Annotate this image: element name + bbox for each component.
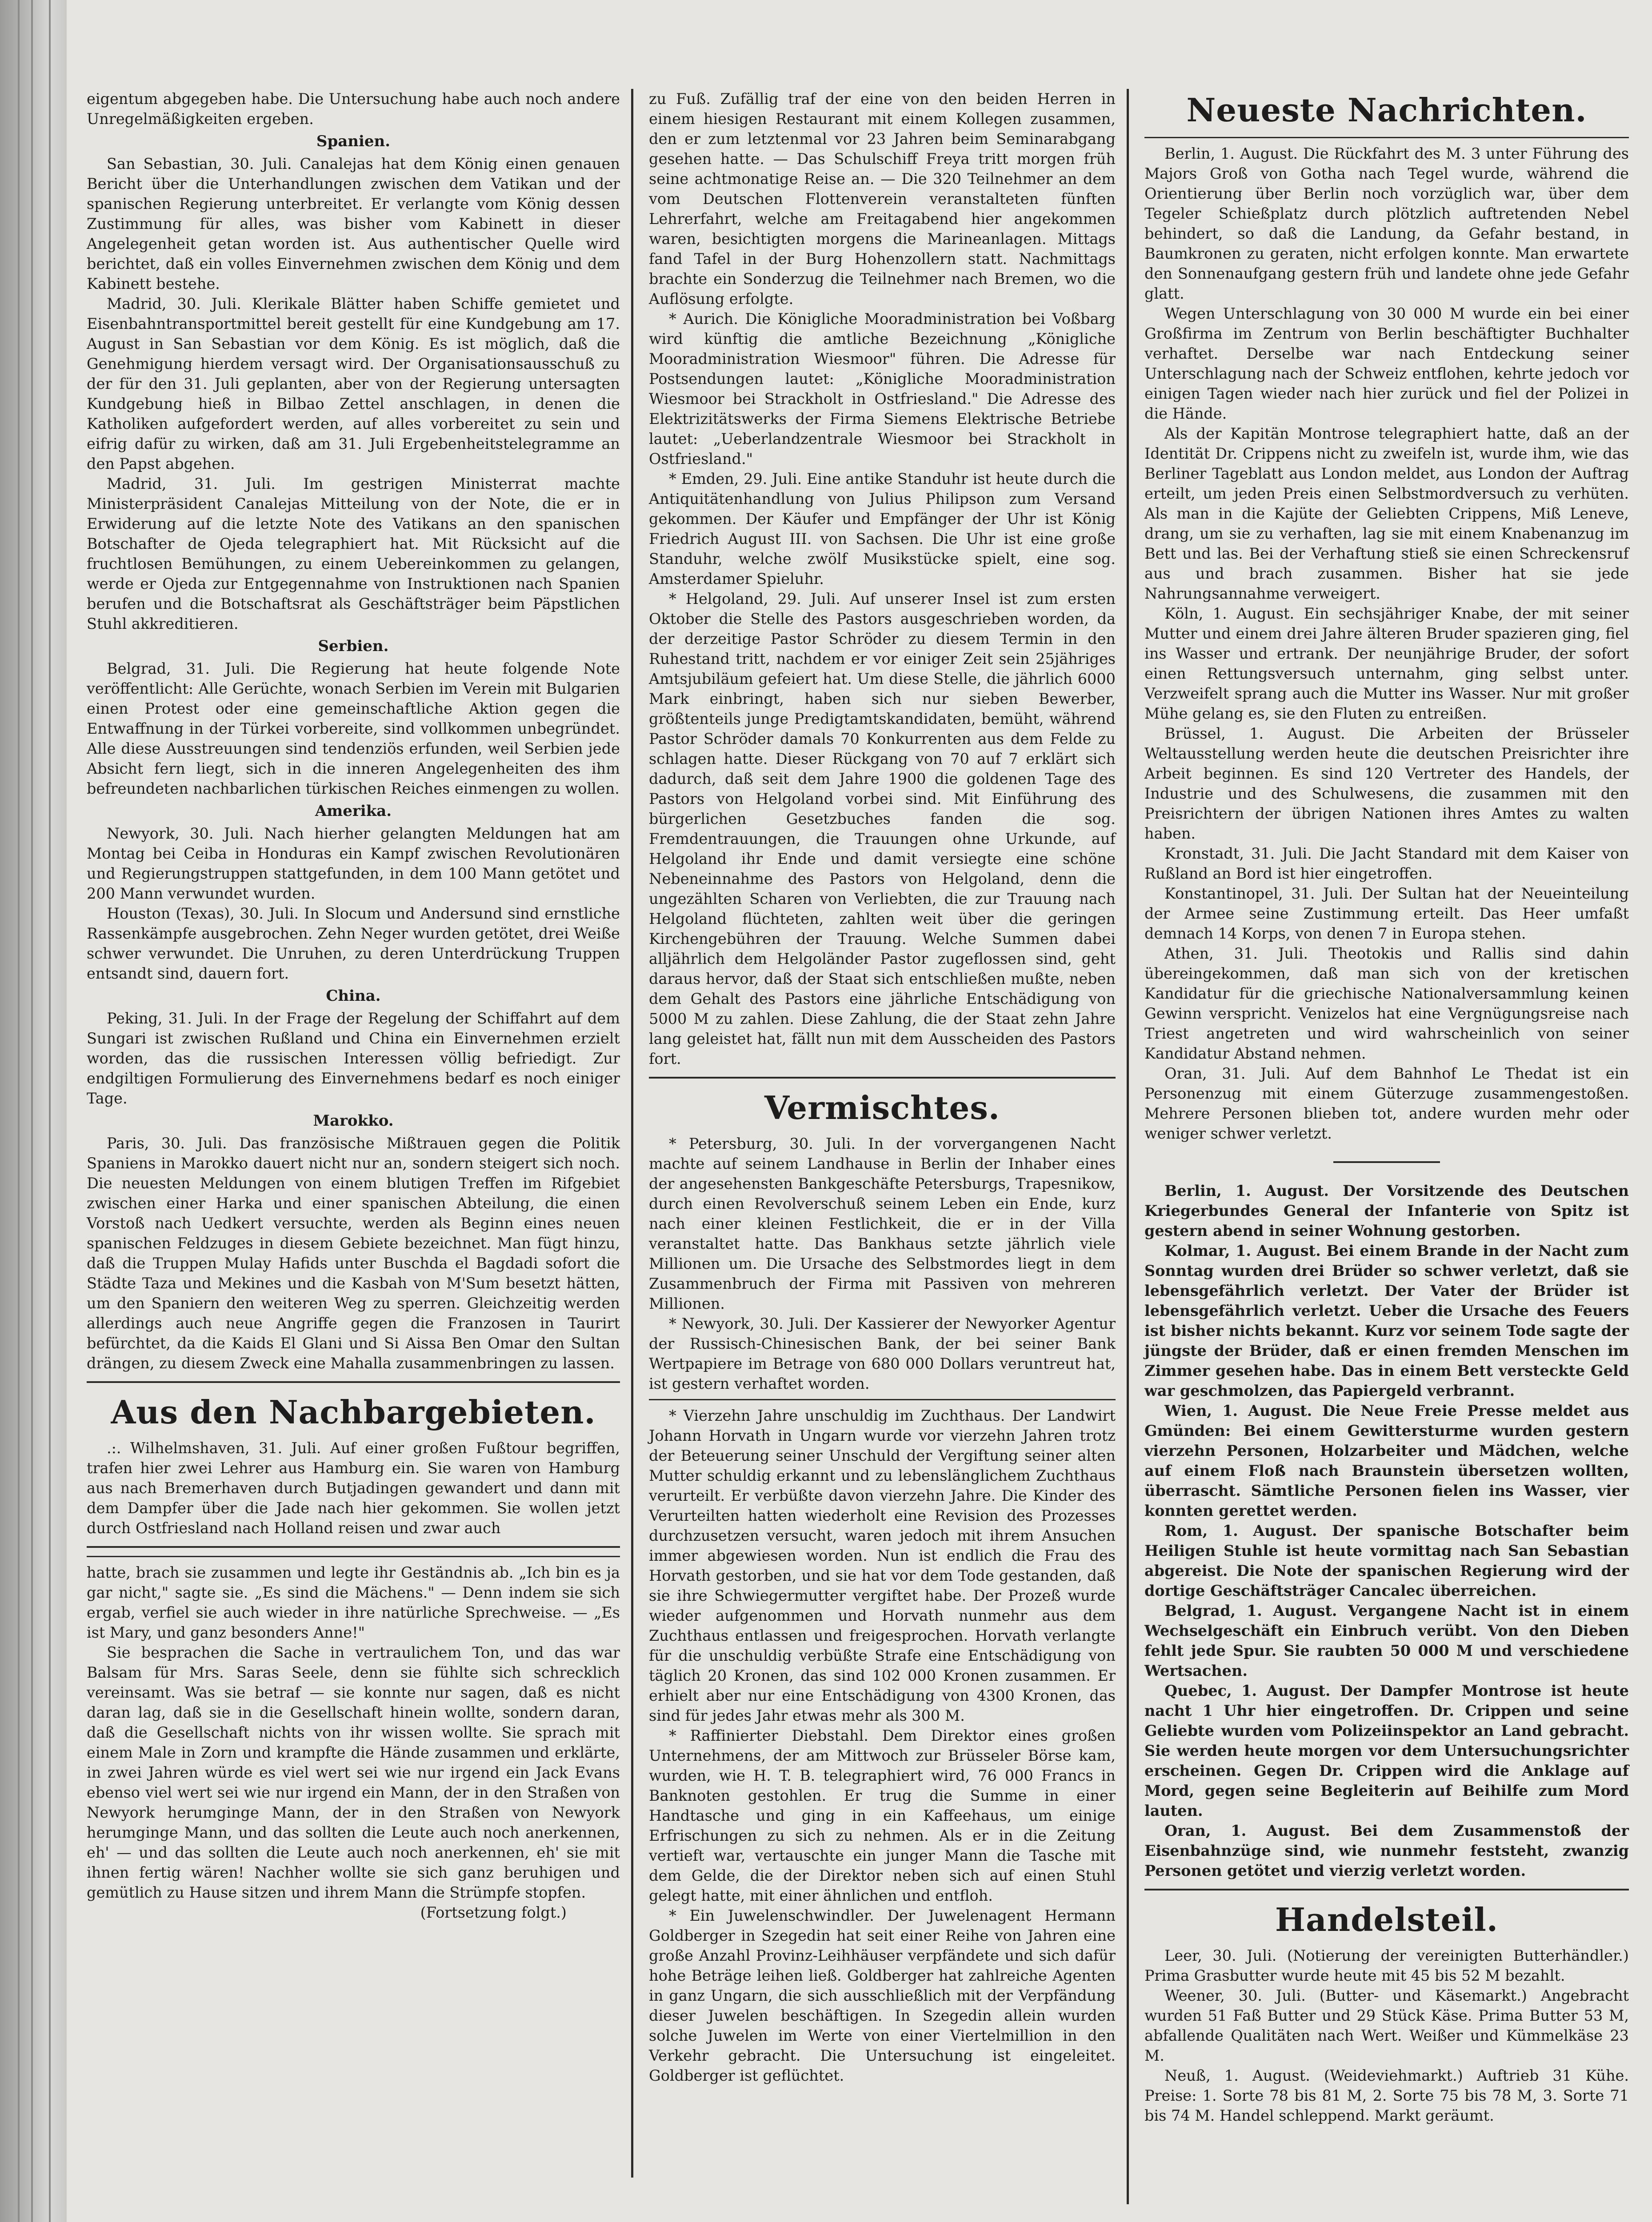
section-title: Neueste Nachrichten.	[1186, 91, 1587, 129]
article-text: Konstantinopel, 31. Juli. Der Sultan hat der Neueinteilung der Armee seine Zustimmung erteilt. Das Heer umfaßt demnach 14 Korps, von denen 7 in Europa stehen.	[1144, 885, 1629, 942]
article-text: Madrid, 31. Juli. Im gestrigen Ministerrat machte Ministerpräsident Canalejas Mitteilung von der Note, die er in Erwiderung auf die letzte Note des Vatikans an den spanischen Botschafter de Ojeda telegraphiert hat. Mit Rücksicht auf die fruchtlosen Bemühungen, zu einem Uebereinkommen zu gelangen, werde er Ojeda zur Entgegennahme von Instruktionen nach Spanien berufen und die Botschaftsrat als Geschäftsträger beim Päpstlichen Stuhl akkreditieren.	[87, 475, 620, 632]
section-heading: China.	[326, 987, 381, 1005]
telegram-text: Oran, 1. August. Bei dem Zusammenstoß der Eisenbahnzüge sind, wie nunmehr feststeht, zwanzig Personen getötet und vierzig verletzt worden.	[1144, 1822, 1629, 1879]
section-heading: Serbien.	[318, 637, 389, 655]
article-text: Newyork, 30. Juli. Nach hierher gelangten Meldungen hat am Montag bei Ceiba in Honduras ein Kampf zwischen Revolutionären und Regierungstruppen stattgefunden, in dem 100 Mann getötet und 200 Mann verwundet wurden.	[87, 825, 620, 902]
spine-edge	[31, 0, 33, 2222]
article-text: Paris, 30. Juli. Das französische Mißtrauen gegen die Politik Spaniens in Marokko dauert nicht nur an, sondern steigert sich noch. Die neuesten Meldungen von einem blutigen Treffen im Rifgebiet zwischen einer Harka und einer spanischen Abteilung, die einen Vorstoß nach Uedkert versuchte, werden als Beginn eines neuen spanischen Feldzuges in diesem Gebiete bezeichnet. Man fügt hinzu, daß die Truppen Mulay Hafids unter Buschda el Bagdadi sofort die Städte Taza und Mekines und die Kasbah von M'Sum besetzt hätten, um den Spaniern den weiteren Weg zu sperren. Gleichzeitig werden allerdings auch neue Angriffe gegen die Franzosen in Taurirt befürchtet, da die Kaids El Glani und Si Aissa Ben Omar den Sultan drängen, zu diesem Zweck eine Mahalla zusammenbringen zu lassen.	[87, 1135, 620, 1372]
article-text: * Raffinierter Diebstahl. Dem Direktor eines großen Unternehmens, der am Mittwoch zur Brüsseler Börse kam, wurden, wie H. T. B. telegraphiert wird, 76 000 Francs in Banknoten gestohlen. Er trug die Summe in einer Handtasche und ging in ein Kaffeehaus, um einige Erfrischungen zu sich zu nehmen. Als er in die Zeitung vertieft war, vertauschte ein junger Mann die Tasche mit dem Gelde, die der Direktor neben sich auf einen Stuhl gelegt hatte, mit einer ähnlichen und entfloh.	[649, 1727, 1116, 1904]
article-text: Köln, 1. August. Ein sechsjähriger Knabe, der mit seiner Mutter und einem drei Jahre älteren Bruder spazieren ging, fiel ins Wasser und ertrank. Der neunjährige Bruder, der sofort einen Rettungsversuch unternahm, ging selbst unter. Verzweifelt sprang auch die Mutter ins Wasser. Nur mit großer Mühe gelang es, sie den Fluten zu entreißen.	[1144, 605, 1629, 722]
divider	[1144, 137, 1629, 138]
column-rule	[1127, 89, 1129, 2204]
book-spine	[0, 0, 67, 2222]
article-text: Neuß, 1. August. (Weideviehmarkt.) Auftrieb 31 Kühe. Preise: 1. Sorte 78 bis 81 M, 2. Sorte 75 bis 78 M, 3. Sorte 71 bis 74 M. Handel schleppend. Markt geräumt.	[1144, 2067, 1629, 2124]
article-text: * Petersburg, 30. Juli. In der vorvergangenen Nacht machte auf seinem Landhause in Berlin der Inhaber eines der angesehensten Bankgeschäfte Petersburgs, Trapesnikow, durch einen Revolverschuß seinem Leben ein Ende, kurz nach einer kleinen Festlichkeit, die er in der Villa veranstaltet hatte. Das Bankhaus setzte jährlich viele Millionen um. Die Ursache des Selbstmordes liegt in dem Zusammenbruch der Firma mit Passiven von mehreren Millionen.	[649, 1135, 1116, 1312]
divider	[1144, 1889, 1629, 1890]
article-text: Kronstadt, 31. Juli. Die Jacht Standard mit dem Kaiser von Rußland an Bord ist hier eingetroffen.	[1144, 845, 1629, 882]
telegram-text: Belgrad, 1. August. Vergangene Nacht ist in einem Wechselgeschäft ein Einbruch verübt. Von den Dieben fehlt jede Spur. Sie raubten 50 000 M und verschiedene Wertsachen.	[1144, 1602, 1629, 1679]
spine-edge	[18, 0, 20, 2222]
article-text: Athen, 31. Juli. Theotokis und Rallis sind dahin übereingekommen, daß man sich von der kretischen Kandidatur für die griechische Nationalversammlung keinen Gewinn verspricht. Venizelos hat eine Vergnügungsreise nach Triest angetreten und wird wahrscheinlich von seiner Kandidatur Abstand nehmen.	[1144, 945, 1629, 1062]
article-text: zu Fuß. Zufällig traf der eine von den beiden Herren in einem hiesigen Restaurant mit einem Kollegen zusammen, den er zum letztenmal vor 23 Jahren beim Seminarabgang gesehen hatte. — Das Schulschiff Freya tritt morgen früh seine achtmonatige Reise an. — Die 320 Teilnehmer an dem vom Deutschen Flottenverein veranstalteten fünften Lehrerfahrt, welche am Freitagabend hier angekommen waren, besichtigten morgens die Marineanlagen. Mittags fand Tafel in der Burg Hohenzollern statt. Nachmittags brachte ein Sonderzug die Teilnehmer nach Bremen, wo die Auflösung erfolgte.	[649, 90, 1116, 308]
feuilleton-text: hatte, brach sie zusammen und legte ihr Geständnis ab. „Ich bin es ja gar nicht," sagte sie. „Es sind die Mächens." — Denn indem sie sich ergab, verfiel sie auch wieder in ihre natürliche Sprechweise. — „Es ist Mary, und ganz besonders Anne!"	[87, 1564, 620, 1641]
telegram-text: Kolmar, 1. August. Bei einem Brande in der Nacht zum Sonntag wurden drei Brüder so schwer verletzt, daß sie lebensgefährlich verletzt. Der Vater der Brüder ist lebensgefährlich verletzt. Ueber die Ursache des Feuers ist bisher nichts bekannt. Kurz vor seinem Tode sagte der jüngste der Brüder, daß er einen fremden Menschen im Zimmer gesehen habe. Das in einem Bett versteckte Geld war geschmolzen, das Papiergeld verbrannt.	[1144, 1242, 1629, 1399]
article-text: Oran, 31. Juli. Auf dem Bahnhof Le Thedat ist ein Personenzug mit einem Güterzuge zusammengestoßen. Mehrere Personen blieben tot, andere wurden mehr oder weniger schwer verletzt.	[1144, 1065, 1629, 1142]
telegram-text: Berlin, 1. August. Der Vorsitzende des Deutschen Kriegerbundes General der Infanterie von Spitz ist gestern abend in seiner Wohnung gestorben.	[1144, 1182, 1629, 1239]
column-2	[649, 89, 1116, 2086]
divider	[87, 1556, 620, 1557]
column-3	[1144, 89, 1629, 2126]
column-1	[87, 89, 620, 1922]
article-text: .:. Wilhelmshaven, 31. Juli. Auf einer großen Fußtour begriffen, trafen hier zwei Lehrer aus Hamburg ein. Sie waren von Hamburg aus nach Bremerhaven durch Butjadingen gewandert und dann mit dem Dampfer über die Jade nach hier gekommen. Sie wollen jetzt durch Ostfriesland nach Holland reisen und zwar auch	[87, 1439, 620, 1537]
continuation-note: (Fortsetzung folgt.)	[420, 1904, 567, 1921]
section-heading: Spanien.	[316, 132, 391, 150]
article-text: Brüssel, 1. August. Die Arbeiten der Brüsseler Weltausstellung werden heute die deutschen Preisrichter ihre Arbeit beginnen. Es sind 120 Vertreter des Handels, der Industrie und des Schulwesens, die zusammen mit den Preisrichtern der übrigen Nationen ihres Amtes zu walten haben.	[1144, 725, 1629, 842]
spine-edge	[49, 0, 51, 2222]
divider	[649, 1399, 1116, 1400]
article-text: Leer, 30. Juli. (Notierung der vereinigten Butterhändler.) Prima Grasbutter wurde heute mit 45 bis 52 M bezahlt.	[1144, 1947, 1629, 1984]
article-text: Weener, 30. Juli. (Butter- und Käsemarkt.) Angebracht wurden 51 Faß Butter und 29 Stück Käse. Prima Butter 53 M, abfallende Qualitäten nach Wert. Weißer und Kümmelkäse 23 M.	[1144, 1987, 1629, 2064]
short-divider	[1333, 1161, 1440, 1163]
article-text: Madrid, 30. Juli. Klerikale Blätter haben Schiffe gemietet und Eisenbahntransportmittel bereit gestellt für eine Kundgebung am 17. August in San Sebastian vor dem König. Es ist möglich, daß die Genehmigung hierdem versagt wird. Der Organisationsausschuß zu der für den 31. Juli geplanten, aber von der Regierung untersagten Kundgebung hieß in Bilbao Zettel anschlagen, in denen die Katholiken aufgefordert werden, auf alles vorbereitet zu sein und eifrig dafür zu wirken, daß am 31. Juli Ergebenheitstelegramme an den Papst abgehen.	[87, 295, 620, 472]
article-text: * Newyork, 30. Juli. Der Kassierer der Newyorker Agentur der Russisch-Chinesischen Bank, der bei seiner Bank Wertpapiere im Betrage von 680 000 Dollars veruntreut hat, ist gestern verhaftet worden.	[649, 1315, 1116, 1392]
article-text: Houston (Texas), 30. Juli. In Slocum und Andersund sind ernstliche Rassenkämpfe ausgebrochen. Zehn Neger wurden getötet, drei Weiße schwer verwundet. Die Unruhen, zu deren Unterdrückung Truppen entsandt sind, dauern fort.	[87, 905, 620, 982]
article-text: Wegen Unterschlagung von 30 000 M wurde ein bei einer Großfirma im Zentrum von Berlin beschäftigter Buchhalter verhaftet. Derselbe war nach Entdeckung seiner Unterschlagung nach der Schweiz entflohen, kehrte jedoch vor einigen Tagen wieder nach hier zurück und fiel der Polizei in die Hände.	[1144, 305, 1629, 422]
divider	[87, 1546, 620, 1548]
telegram-text: Rom, 1. August. Der spanische Botschafter beim Heiligen Stuhle ist heute vormittag nach San Sebastian abgereist. Die Note der spanischen Regierung wird der dortige Geschäftsträger Cancalec überreichen.	[1144, 1522, 1629, 1599]
article-text: Berlin, 1. August. Die Rückfahrt des M. 3 unter Führung des Majors Groß von Gotha nach Tegel wurde, während die Orientierung über Berlin noch vorzüglich war, über dem Tegeler Schießplatz durch plötzlich auftretenden Nebel behindert, so daß die Landung, da Gefahr bestand, in Baumkronen zu geraten, nicht erfolgen konnte. Man erwartete den Sonnenaufgang gestern früh und landete ohne jede Gefahr glatt.	[1144, 145, 1629, 302]
article-text: * Ein Juwelenschwindler. Der Juwelenagent Hermann Goldberger in Szegedin hat seit einer Reihe von Jahren eine große Anzahl Provinz-Leihhäuser verpfändete und sich dafür hohe Beträge leihen ließ. Goldberger hat zahlreiche Agenten in ganz Ungarn, die sich ausschließlich mit der Verpfändung dieser Juwelen beschäftigen. In Szegedin allein wurden solche Juwelen im Werte von einer Viertelmillion in den Verkehr gebracht. Die Untersuchung ist eingeleitet. Goldberger ist geflüchtet.	[649, 1907, 1116, 2084]
section-heading: Amerika.	[315, 802, 392, 820]
section-title: Aus den Nachbargebieten.	[111, 1393, 596, 1431]
divider	[649, 1077, 1116, 1079]
article-text: Belgrad, 31. Juli. Die Regierung hat heute folgende Note veröffentlicht: Alle Gerüchte, wonach Serbien im Verein mit Bulgarien einen Protest oder eine gemeinschaftliche Aktion gegen die Entwaffnung in der Türkei vorbereite, sind vollkommen unbegründet. Alle diese Ausstreuungen sind tendenziös erfunden, weil Serbien jede Absicht fern liegt, sich in die inneren Angelegenheiten des ihm befreundeten nachbarlichen türkischen Reiches einmengen zu wollen.	[87, 660, 620, 797]
section-title: Handelsteil.	[1275, 1901, 1498, 1938]
telegram-text: Wien, 1. August. Die Neue Freie Presse meldet aus Gmünden: Bei einem Gewittersturme wurden gestern vierzehn Personen, Holzarbeiter und Mädchen, welche auf einem Floß nach Braunstein übersetzen wollten, überrascht. Sämtliche Personen fielen ins Wasser, vier konnten gerettet werden.	[1144, 1402, 1629, 1519]
article-text: * Emden, 29. Juli. Eine antike Standuhr ist heute durch die Antiquitätenhandlung von Julius Philipson zum Versand gekommen. Der Käufer und Empfänger der Uhr ist König Friedrich August III. von Sachsen. Die Uhr ist eine große Standuhr, welche zwölf Musikstücke spielt, eine sog. Amsterdamer Spieluhr.	[649, 470, 1116, 587]
telegram-text: Quebec, 1. August. Der Dampfer Montrose ist heute nacht 1 Uhr hier eingetroffen. Dr. Crippen und seine Geliebte wurden vom Polizeiinspektor an Land gebracht. Sie werden heute morgen vor dem Untersuchungsrichter erscheinen. Gegen Dr. Crippen wird die Anklage auf Mord, gegen seine Begleiterin auf Beihilfe zum Mord lauten.	[1144, 1682, 1629, 1819]
article-text: * Helgoland, 29. Juli. Auf unserer Insel ist zum ersten Oktober die Stelle des Pastors ausgeschrieben worden, da der derzeitige Pastor Schröder zu diesem Termin in den Ruhestand tritt, nachdem er vor einiger Zeit sein 25jähriges Amtsjubiläum gefeiert hat. Um diese Stelle, die jährlich 6000 Mark einbringt, haben sich nur sieben Bewerber, größtenteils junge Predigtamtskandidaten, bemüht, während Pastor Schröder damals 70 Konkurrenten aus dem Felde zu schlagen hatte. Dieser Rückgang von 70 auf 7 erklärt sich dadurch, daß seit dem Jahre 1900 die goldenen Tage des Pastors von Helgoland vorbei sind. Mit Einführung des bürgerlichen Gesetzbuches fanden die sog. Fremdentrauungen, die Trauungen ohne Urkunde, auf Helgoland ihr Ende und damit versiegte eine schöne Nebeneinnahme des Pastors von Helgoland, denn die ungezählten Scharen von Verliebten, die zur Trauung nach Helgoland flüchteten, zahlten weit über die geringen Kirchengebühren der Trauung. Welche Summen dabei alljährlich dem Helgoländer Pastor zugeflossen sind, geht daraus hervor, daß der Staat sich entschließen mußte, neben dem Gehalt des Pastors eine jährliche Entschädigung von 5000 M zu zahlen. Diese Zahlung, die der Staat zehn Jahre lang geleistet hat, fällt nun mit dem Ausscheiden des Pastors fort.	[649, 590, 1116, 1067]
article-text: San Sebastian, 30. Juli. Canalejas hat dem König einen genauen Bericht über die Unterhandlungen zwischen dem Vatikan und der spanischen Regierung unterbreitet. Er verlangte vom König dessen Zustimmung für alles, was bisher vom Kabinett in dieser Angelegenheit getan worden ist. Aus authentischer Quelle wird berichtet, daß ein volles Einvernehmen zwischen dem König und dem Kabinett bestehe.	[87, 155, 620, 292]
article-text: eigentum abgegeben habe. Die Untersuchung habe auch noch andere Unregelmäßigkeiten ergeben.	[87, 90, 620, 128]
article-text: * Aurich. Die Königliche Mooradministration bei Voßbarg wird künftig die amtliche Bezeichnung „Königliche Mooradministration Wiesmoor" führen. Die Adresse für Postsendungen lautet: „Königliche Mooradministration Wiesmoor bei Strackholt in Ostfriesland." Die Adresse des Elektrizitätswerks der Firma Siemens Elektrische Betriebe lautet: „Ueberlandzentrale Wiesmoor bei Strackholt in Ostfriesland."	[649, 310, 1116, 468]
section-heading: Marokko.	[313, 1112, 394, 1130]
column-rule	[631, 89, 633, 2178]
section-title: Vermischtes.	[764, 1089, 1000, 1127]
divider	[87, 1381, 620, 1383]
article-text: Peking, 31. Juli. In der Frage der Regelung der Schiffahrt auf dem Sungari ist zwischen Rußland und China ein Einvernehmen erzielt worden, das die russischen Interessen völlig befriedigt. Zur endgiltigen Formulierung des Einvernehmens bedarf es noch einiger Tage.	[87, 1010, 620, 1107]
article-text: * Vierzehn Jahre unschuldig im Zuchthaus. Der Landwirt Johann Horvath in Ungarn wurde vor vierzehn Jahren trotz der Beteuerung seiner Unschuld der Vergiftung seiner alten Mutter schuldig erkannt und zu lebenslänglichem Zuchthaus verurteilt. Er verbüßte davon vierzehn Jahre. Die Kinder des Verurteilten hatten wiederholt eine Revision des Prozesses durchzusetzen versucht, waren jedoch mit ihrem Ansuchen immer abgewiesen worden. Nun ist endlich die Frau des Horvath gestorben, und sie hat vor dem Tode gestanden, daß sie ihre Schwiegermutter vergiftet habe. Der Prozeß wurde wieder aufgenommen und Horvath nunmehr aus dem Zuchthaus entlassen und freigesprochen. Horvath verlangte für die unschuldig verbüßte Strafe eine Entschädigung von täglich 20 Kronen, das sind 102 000 Kronen zusammen. Er erhielt aber nur eine Entschädigung von 4300 Kronen, das sind für jedes Jahr etwas mehr als 300 M.	[649, 1407, 1116, 1724]
article-text: Als der Kapitän Montrose telegraphiert hatte, daß an der Identität Dr. Crippens nicht zu zweifeln ist, wurde ihm, wie das Berliner Tageblatt aus London meldet, aus London der Auftrag erteilt, um jeden Preis einen Selbstmordversuch zu verhüten. Als man in die Kajüte der Geliebten Crippens, Miß Leneve, drang, um sie zu verhaften, lag sie mit einem Knabenanzug im Bett und las. Bei der Verhaftung stieß sie einen Schreckensruf aus und brach zusammen. Bisher hat sie jede Nahrungsannahme verweigert.	[1144, 425, 1629, 602]
feuilleton-text: Sie besprachen die Sache in vertraulichem Ton, und das war Balsam für Mrs. Saras Seele, denn sie fühlte sich schrecklich vereinsamt. Was sie betraf — sie konnte nur sagen, daß es nicht daran lag, daß sie in die Gesellschaft hinein wollte, sondern daran, daß die Gesellschaft nichts von ihr wissen wollte. Sie sprach mit einem Male in Zorn und krampfte die Hände zusammen und erklärte, in zwei Jahren würde es viel wert sei wie nur irgend ein Jack Evans ebenso viel wert sei wie nur irgend ein Mann, der in den Straßen von Newyork herumginge Mann, der in den Straßen von Newyork herumginge Mann, und das sollten die Leute auch noch anerkennen, eh' — und das sollten die Leute auch noch anerkennen, eh' sie mit ihnen fertig wären! Nachher wollte sie sich ganz beruhigen und gemütlich zu Hause sitzen und ihrem Mann die Strümpfe stopfen.	[87, 1644, 620, 1901]
